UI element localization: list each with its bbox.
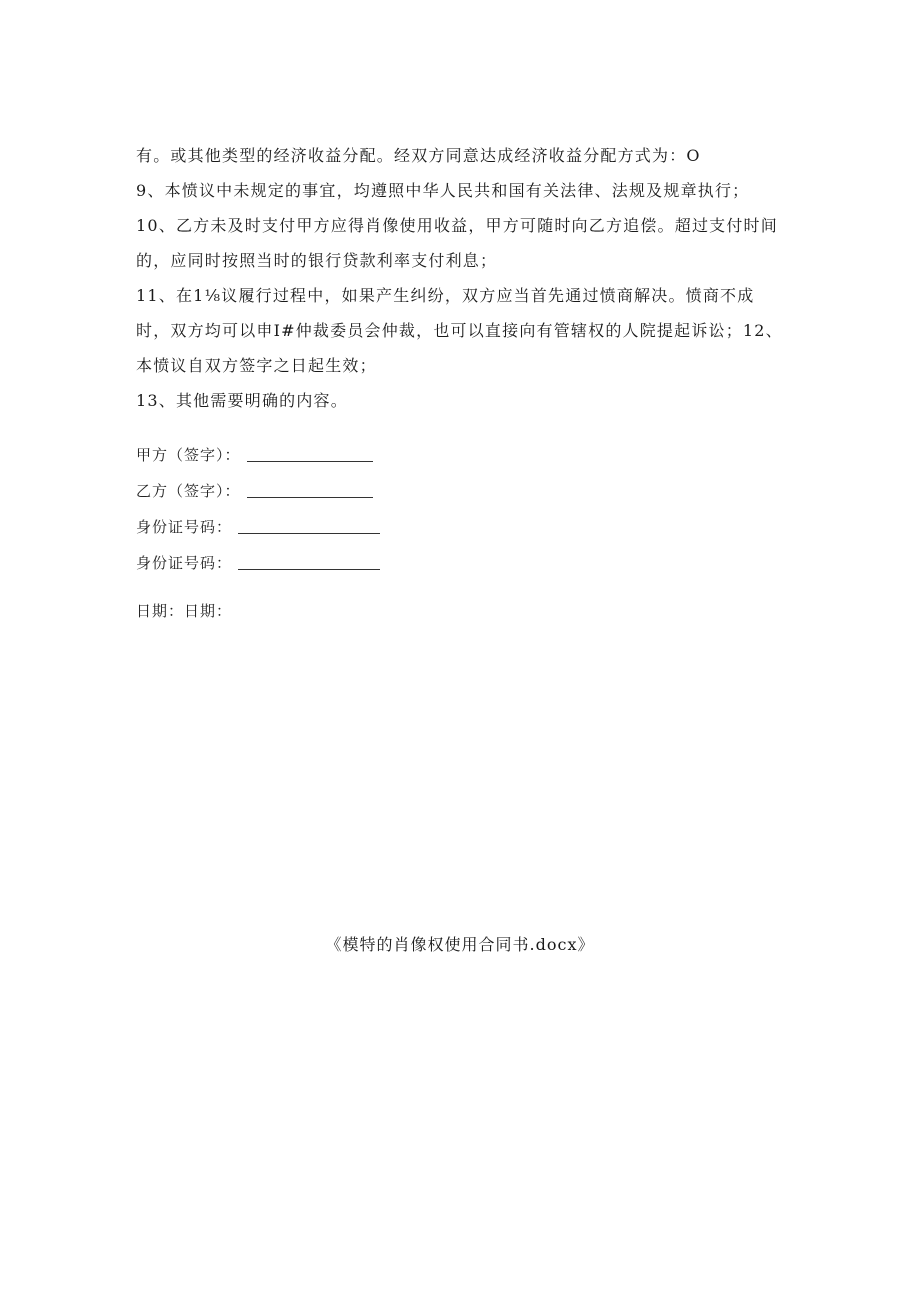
clause-10: 10、乙方未及时支付甲方应得肖像使用收益，甲方可随时向乙方追偿。超过支付时间的，应同时按照当时的银行贷款利率支付利息；: [136, 216, 778, 270]
clause-11-12: 11、在1⅛议履行过程中，如果产生纠纷，双方应当首先通过愤商解决。愤商不成时，双方均可以申I#仲裁委员会仲裁，也可以直接向有管辖权的人院提起诉讼；12、本愤议自双方签字之日起生效；: [136, 286, 783, 375]
signature-block: [136, 436, 380, 580]
id-number-row-2: [136, 544, 380, 580]
paragraph-income-distribution: 有。或其他类型的经济收益分配。经双方同意达成经济收益分配方式为：O: [136, 146, 701, 165]
signature-line-party-b: [247, 482, 373, 498]
id-number-label-2: 身份证号码：: [136, 553, 233, 572]
signature-row-party-a: [136, 436, 380, 472]
document-filename: 《模特的肖像权使用合同书.docx》: [325, 935, 595, 954]
id-number-line-1: [238, 518, 380, 534]
signature-label-party-a: 甲方（签字）：: [136, 445, 241, 464]
clause-13: 13、其他需要明确的内容。: [136, 391, 348, 410]
signature-line-party-a: [247, 446, 373, 462]
id-number-row-1: [136, 508, 380, 544]
id-number-label-1: 身份证号码：: [136, 517, 233, 536]
signature-label-party-b: 乙方（签字）：: [136, 481, 241, 500]
date-line: 日期：日期：: [136, 602, 233, 620]
clause-9: 9、本愤议中未规定的事宜，均遵照中华人民共和国有关法律、法规及规章执行；: [136, 181, 750, 200]
contract-body: [136, 138, 786, 418]
signature-row-party-b: [136, 472, 380, 508]
id-number-line-2: [238, 554, 380, 570]
